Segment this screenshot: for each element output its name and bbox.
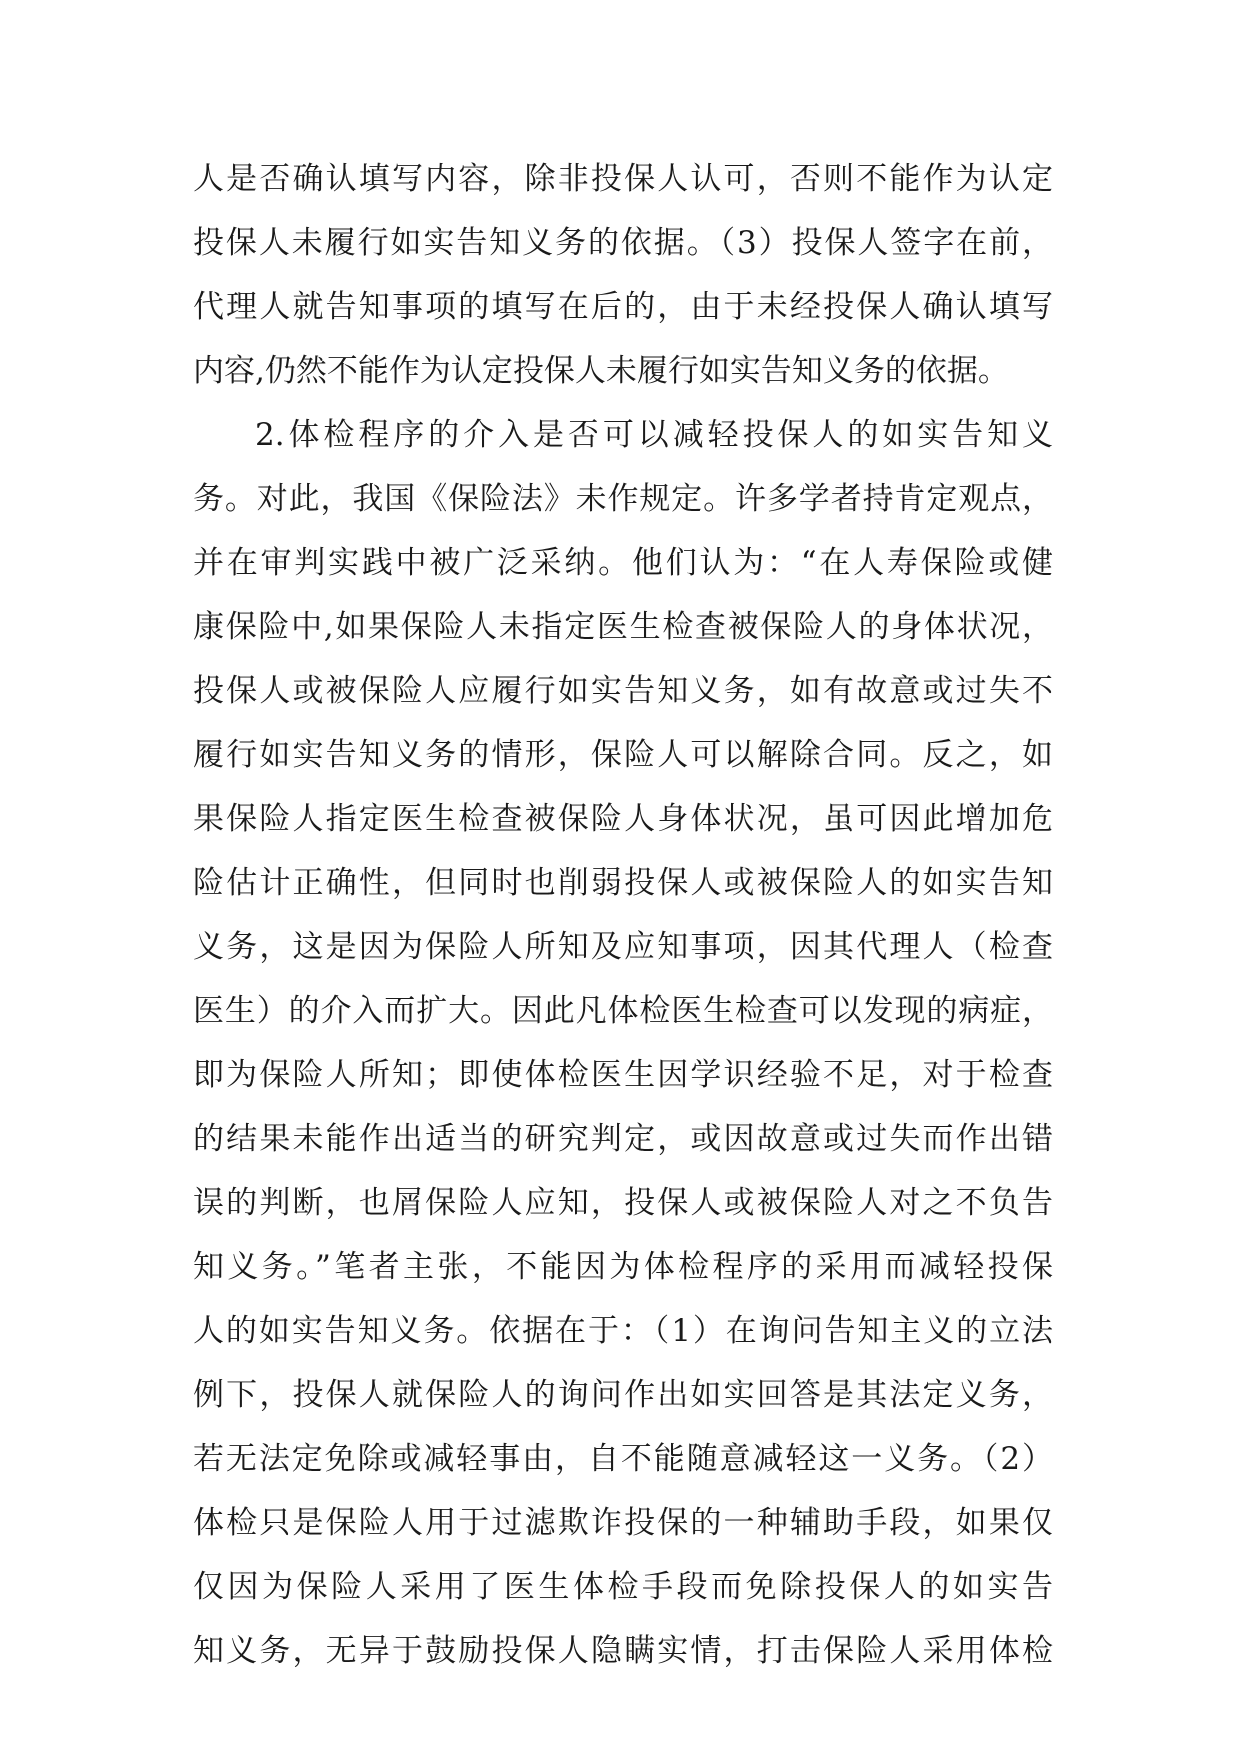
text-line: 投保人或被保险人应履行如实告知义务，如有故意或过失不 xyxy=(193,673,1053,709)
text-line: 2.体检程序的介入是否可以减轻投保人的如实告知义 xyxy=(255,417,1053,453)
text-line: 果保险人指定医生检查被保险人身体状况，虽可因此增加危 xyxy=(193,801,1053,837)
text-line: 医生）的介入而扩大。因此凡体检医生检查可以发现的病症， xyxy=(193,993,1053,1029)
text-line: 义务，这是因为保险人所知及应知事项，因其代理人（检查 xyxy=(193,929,1053,965)
text-line: 康保险中,如果保险人未指定医生检查被保险人的身体状况， xyxy=(193,609,1053,645)
text-line: 投保人未履行如实告知义务的依据。（3）投保人签字在前， xyxy=(193,225,1053,261)
text-line: 履行如实告知义务的情形，保险人可以解除合同。反之，如 xyxy=(193,737,1053,773)
text-line: 即为保险人所知；即使体检医生因学识经验不足，对于检查 xyxy=(193,1057,1053,1093)
text-line: 内容,仍然不能作为认定投保人未履行如实告知义务的依据。 xyxy=(193,353,1009,389)
text-line: 人的如实告知义务。依据在于：（1）在询问告知主义的立法 xyxy=(193,1313,1053,1349)
text-line: 误的判断，也屑保险人应知，投保人或被保险人对之不负告 xyxy=(193,1185,1053,1221)
text-line: 代理人就告知事项的填写在后的，由于未经投保人确认填写 xyxy=(193,289,1053,325)
text-line: 体检只是保险人用于过滤欺诈投保的一种辅助手段，如果仅 xyxy=(193,1505,1053,1541)
text-line: 例下，投保人就保险人的询问作出如实回答是其法定义务， xyxy=(193,1377,1053,1413)
text-line: 险估计正确性，但同时也削弱投保人或被保险人的如实告知 xyxy=(193,865,1053,901)
text-line: 若无法定免除或减轻事由，自不能随意减轻这一义务。（2） xyxy=(193,1441,1053,1477)
text-line: 人是否确认填写内容，除非投保人认可，否则不能作为认定 xyxy=(193,161,1053,197)
body-text xyxy=(193,147,1053,1683)
text-line: 知义务。”笔者主张，不能因为体检程序的采用而减轻投保 xyxy=(193,1249,1053,1285)
text-line: 知义务，无异于鼓励投保人隐瞒实情，打击保险人采用体检 xyxy=(193,1633,1053,1669)
text-line: 仅因为保险人采用了医生体检手段而免除投保人的如实告 xyxy=(193,1569,1053,1605)
text-line: 的结果未能作出适当的研究判定，或因故意或过失而作出错 xyxy=(193,1121,1053,1157)
text-line: 并在审判实践中被广泛采纳。他们认为：“在人寿保险或健 xyxy=(193,545,1053,581)
text-line: 务。对此，我国《保险法》未作规定。许多学者持肯定观点， xyxy=(193,481,1053,517)
